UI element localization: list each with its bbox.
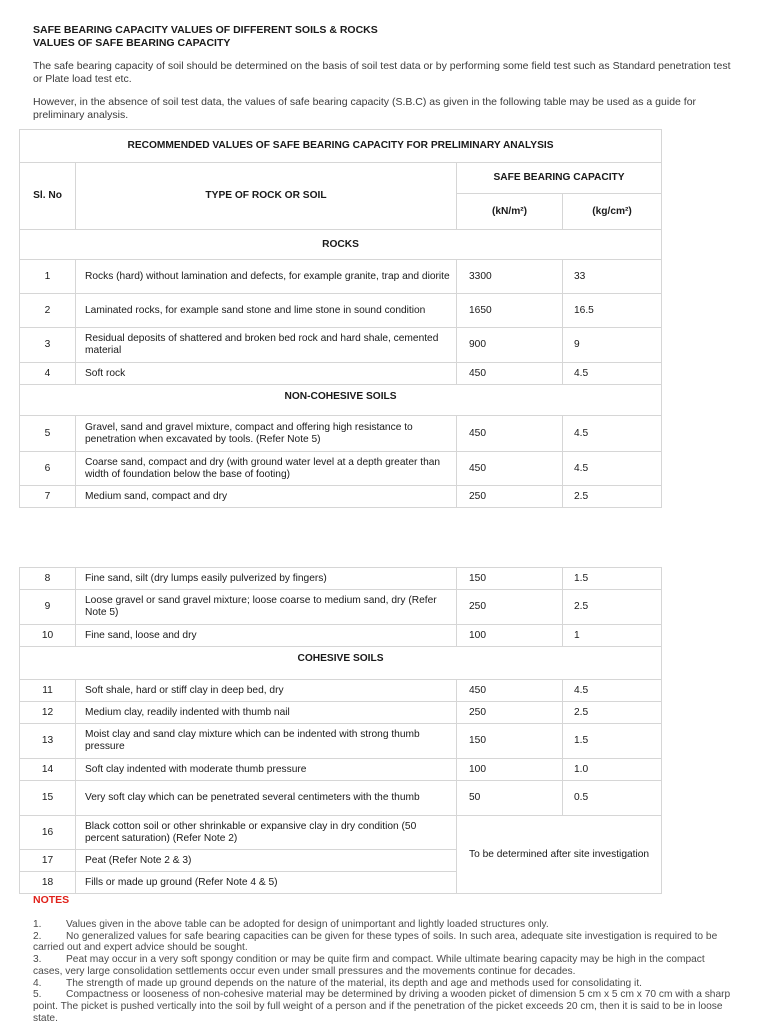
header-sbc: SAFE BEARING CAPACITY	[457, 163, 662, 194]
site-investigation-note: To be determined after site investigation	[457, 816, 662, 894]
page-subtitle: VALUES OF SAFE BEARING CAPACITY	[33, 37, 231, 49]
row-kg: 2.5	[563, 590, 662, 625]
note-number: 2.	[33, 930, 42, 942]
section-row	[20, 647, 662, 680]
section-rocks: ROCKS	[20, 230, 662, 260]
table-row	[20, 260, 662, 294]
row-kg: 4.5	[563, 452, 662, 486]
row-kg: 16.5	[563, 294, 662, 328]
header-unit-kn: (kN/m²)	[457, 194, 563, 230]
row-number: 16	[20, 816, 76, 850]
row-number: 11	[20, 680, 76, 702]
row-kg: 1.0	[563, 759, 662, 781]
row-number: 13	[20, 724, 76, 759]
table-row	[20, 328, 662, 363]
note-number: 4.	[33, 977, 42, 989]
row-number: 14	[20, 759, 76, 781]
table-header-row	[20, 163, 662, 194]
note-text: No generalized values for safe bearing capacities can be given for these types of soils. In such area, adequate site investigation is required to be carried out and expert advice should be sought.	[33, 930, 718, 954]
row-description: Loose gravel or sand gravel mixture; loose coarse to medium sand, dry (Refer Note 5)	[76, 590, 457, 625]
row-number: 8	[20, 568, 76, 590]
sbc-table-part-2	[19, 567, 662, 894]
row-number: 15	[20, 781, 76, 816]
notes-title: NOTES	[33, 894, 70, 906]
table-row	[20, 724, 662, 759]
row-kg: 33	[563, 260, 662, 294]
table-row	[20, 568, 662, 590]
table-row	[20, 416, 662, 452]
table-row	[20, 625, 662, 647]
note-text: Compactness or looseness of non-cohesive material may be determined by driving a wooden picket of dimension 5 cm x 5 cm x 70 cm with a sharp point. The picket is pushed vertically into the soil by full weight of a person and if the penetration of the picket exceeds 20 cm, then it is said to be in loose state.	[33, 989, 731, 1024]
header-unit-kg: (kg/cm²)	[563, 194, 662, 230]
row-number: 1	[20, 260, 76, 294]
notes-list	[33, 919, 733, 1024]
row-description: Peat (Refer Note 2 & 3)	[76, 850, 457, 872]
table-row	[20, 452, 662, 486]
row-kn: 150	[457, 724, 563, 759]
note-number: 5.	[33, 989, 42, 1001]
section-row	[20, 385, 662, 416]
table-title-row	[20, 130, 662, 163]
row-kg: 9	[563, 328, 662, 363]
note-item	[33, 978, 733, 990]
row-number: 9	[20, 590, 76, 625]
row-kn: 450	[457, 363, 563, 385]
note-item	[33, 931, 733, 954]
row-description: Laminated rocks, for example sand stone and lime stone in sound condition	[76, 294, 457, 328]
row-description: Fine sand, loose and dry	[76, 625, 457, 647]
row-number: 7	[20, 486, 76, 508]
row-kn: 3300	[457, 260, 563, 294]
row-number: 17	[20, 850, 76, 872]
row-kn: 450	[457, 416, 563, 452]
note-item	[33, 989, 733, 1024]
row-description: Residual deposits of shattered and broken bed rock and hard shale, cemented material	[76, 328, 457, 363]
note-number: 3.	[33, 954, 42, 966]
row-kn: 50	[457, 781, 563, 816]
note-number: 1.	[33, 919, 42, 930]
table-row	[20, 781, 662, 816]
row-description: Rocks (hard) without lamination and defects, for example granite, trap and diorite	[76, 260, 457, 294]
row-kg: 0.5	[563, 781, 662, 816]
row-kg: 2.5	[563, 486, 662, 508]
section-row	[20, 230, 662, 260]
row-description: Soft rock	[76, 363, 457, 385]
row-kn: 450	[457, 452, 563, 486]
note-item	[33, 954, 733, 977]
table-row	[20, 759, 662, 781]
row-description: Medium sand, compact and dry	[76, 486, 457, 508]
row-number: 10	[20, 625, 76, 647]
row-kg: 4.5	[563, 680, 662, 702]
row-kn: 250	[457, 486, 563, 508]
row-kg: 4.5	[563, 363, 662, 385]
page-title: SAFE BEARING CAPACITY VALUES OF DIFFERENT SOILS & ROCKS	[33, 24, 378, 36]
row-kn: 450	[457, 680, 563, 702]
row-description: Fine sand, silt (dry lumps easily pulverized by fingers)	[76, 568, 457, 590]
row-description: Fills or made up ground (Refer Note 4 & 5)	[76, 872, 457, 894]
table-row	[20, 702, 662, 724]
row-number: 3	[20, 328, 76, 363]
row-kg: 1.5	[563, 724, 662, 759]
note-text: The strength of made up ground depends on the nature of the material, its depth and age and methods used for consolidating it.	[66, 977, 642, 989]
row-number: 12	[20, 702, 76, 724]
table-row	[20, 486, 662, 508]
row-description: Moist clay and sand clay mixture which can be indented with strong thumb pressure	[76, 724, 457, 759]
row-kn: 250	[457, 702, 563, 724]
table-row	[20, 590, 662, 625]
table-title: RECOMMENDED VALUES OF SAFE BEARING CAPACITY FOR PRELIMINARY ANALYSIS	[20, 130, 662, 163]
row-kn: 100	[457, 625, 563, 647]
row-description: Black cotton soil or other shrinkable or expansive clay in dry condition (50 percent saturation) (Refer Note 2)	[76, 816, 457, 850]
row-kn: 250	[457, 590, 563, 625]
row-description: Coarse sand, compact and dry (with ground water level at a depth greater than width of foundation below the base of footing)	[76, 452, 457, 486]
table-row	[20, 816, 662, 850]
row-description: Medium clay, readily indented with thumb nail	[76, 702, 457, 724]
row-description: Very soft clay which can be penetrated several centimeters with the thumb	[76, 781, 457, 816]
row-kn: 1650	[457, 294, 563, 328]
table-row	[20, 363, 662, 385]
row-kg: 1.5	[563, 568, 662, 590]
row-kg: 1	[563, 625, 662, 647]
row-description: Soft clay indented with moderate thumb pressure	[76, 759, 457, 781]
row-number: 5	[20, 416, 76, 452]
row-description: Gravel, sand and gravel mixture, compact and offering high resistance to penetration when excavated by tools. (Refer Note 5)	[76, 416, 457, 452]
row-number: 4	[20, 363, 76, 385]
table-row	[20, 294, 662, 328]
sbc-table-part-1	[19, 129, 662, 508]
row-number: 6	[20, 452, 76, 486]
row-kg: 4.5	[563, 416, 662, 452]
header-sl-no: Sl. No	[20, 163, 76, 230]
note-item	[33, 919, 733, 931]
header-type: TYPE OF ROCK OR SOIL	[76, 163, 457, 230]
intro-paragraph-1: The safe bearing capacity of soil should be determined on the basis of soil test data or by performing some field test such as Standard penetration test or Plate load test etc.	[33, 60, 731, 85]
row-kn: 100	[457, 759, 563, 781]
note-text: Peat may occur in a very soft spongy condition or may be quite firm and compact. While ultimate bearing capacity may be high in the compact cases, very large consolidation settlements occur even under small pressures and the movements continue for decades.	[33, 954, 705, 977]
table-row	[20, 680, 662, 702]
section-cohesive: COHESIVE SOILS	[20, 647, 662, 680]
note-text: Values given in the above table can be adopted for design of unimportant and lightly loaded structures only.	[66, 919, 549, 930]
row-kn: 900	[457, 328, 563, 363]
row-description: Soft shale, hard or stiff clay in deep bed, dry	[76, 680, 457, 702]
section-non-cohesive: NON-COHESIVE SOILS	[20, 385, 662, 416]
row-number: 18	[20, 872, 76, 894]
intro-paragraph-2: However, in the absence of soil test data, the values of safe bearing capacity (S.B.C) as given in the following table may be used as a guide for preliminary analysis.	[33, 96, 697, 121]
row-kg: 2.5	[563, 702, 662, 724]
row-kn: 150	[457, 568, 563, 590]
row-number: 2	[20, 294, 76, 328]
